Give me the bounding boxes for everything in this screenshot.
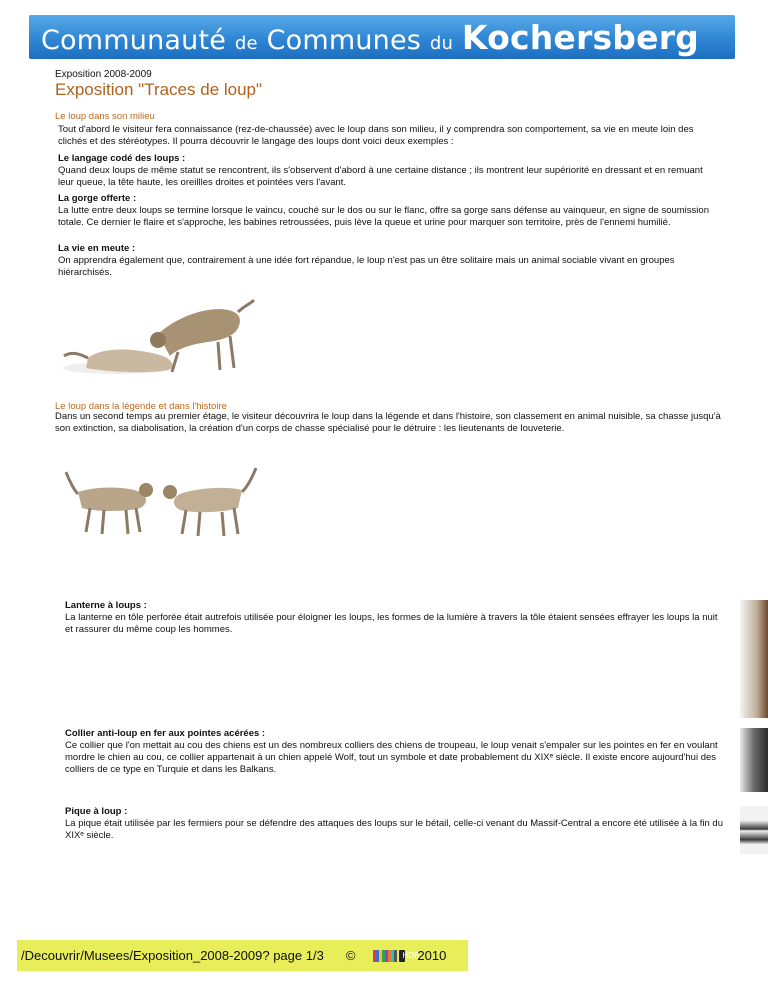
item-text: La lutte entre deux loups se termine lorsque le vaincu, couché sur le dos ou sur le flanc, offre sa gorge sans défense au vainqueur, en signe de soumission totale. Ce dernier le flaire et s'approche, les babines retroussées, puis lève la queue et urine pour marquer son territoire, près de l'ennemi humilié. <box>58 205 709 228</box>
banner-word-2: de <box>234 33 258 54</box>
pike-photo <box>740 806 768 854</box>
item-meute <box>58 243 718 279</box>
section-heading-legende: Le loup dans la légende et dans l'histoire <box>55 401 227 412</box>
banner-word-5: Kochersberg <box>461 18 699 57</box>
banner-title <box>41 18 699 57</box>
item-title: La gorge offerte : <box>58 193 137 204</box>
section-legende-text: Dans un second temps au premier étage, le visiteur découvrira le loup dans la légende et dans l'histoire, son classement en animal nuisible, sa chasse jusqu'à son extinction, sa diabolisation, la création d'un corps de chasse spécialisé pour le détruire : les lieutenants de louveterie. <box>55 411 721 434</box>
copyright-symbol: © <box>345 948 356 963</box>
footer-path: /Decouvrir/Musees/Exposition_2008-2009? page 1/3 <box>21 948 324 963</box>
object-pique <box>65 806 725 842</box>
object-title: Lanterne à loups : <box>65 600 147 611</box>
item-text: Quand deux loups de même statut se rencontrent, ils s'observent d'abord à une certaine distance ; ils montrent leur supériorité en dressant et en remuant leur queue, la tête haute, les oreillles droites et pointées vers l'avant. <box>58 165 703 188</box>
object-lanterne <box>65 600 725 636</box>
wolves-encounter-illustration <box>56 462 266 542</box>
site-banner <box>29 15 735 59</box>
item-langage <box>58 153 718 189</box>
lantern-photo <box>740 600 768 718</box>
object-title: Collier anti-loup en fer aux pointes acérées : <box>65 728 266 739</box>
object-text: Ce collier que l'on mettait au cou des chiens est un des nombreux colliers des chiens de troupeau, le loup venait s'empaler sur les pointes en fer en voulant mordre le chien au cou, ce collier appartenait à un chien appelé Wolf, tout un symbole et date probablement du XIXᵉ siècle. Il existe encore aujourd'hui des colliers de ce type en Turquie et dans les Balkans. <box>65 740 718 775</box>
footer-bar <box>17 940 468 971</box>
section-intro: Tout d'abord le visiteur fera connaissance (rez-de-chaussée) avec le loup dans son milieu, il y comprendra son comportement, sa vie en meute loin des clichés et des stéréotypes. Il pourra découvrir le langage des loups dont voici deux exemples : <box>58 124 694 147</box>
footer-year: 2010 <box>417 948 447 963</box>
section-heading-milieu: Le loup dans son milieu <box>55 111 155 122</box>
wolves-submission-illustration <box>58 296 258 380</box>
object-text: La pique était utilisée par les fermiers pour se défendre des attaques des loups sur le bétail, celle-ci venant du Massif-Central a encore été utilisée à la fin du XIXᵉ siècle. <box>65 818 723 841</box>
item-gorge <box>58 193 718 229</box>
banner-word-4: du <box>429 33 454 54</box>
object-text: La lanterne en tôle perforée était autrefois utilisée pour éloigner les loups, les formes de la lumière à travers la tôle étaient sensées effrayer les loups la nuit et rassurer du même coup les hommes. <box>65 612 718 635</box>
hdb-badge: HDB <box>399 950 405 962</box>
item-title: La vie en meute : <box>58 243 136 254</box>
banner-word-1: Communauté <box>41 25 227 56</box>
item-text: On apprendra également que, contrairement à une idée fort répandue, le loup n'est pas un être solitaire mais un animal sociable vivant en groupes hiérarchisés. <box>58 255 675 278</box>
exhibition-label: Exposition 2008-2009 <box>55 69 152 80</box>
hdb-logo <box>373 950 420 962</box>
collar-photo <box>740 728 768 792</box>
banner-word-3: Communes <box>266 25 422 56</box>
page-title: Exposition "Traces de loup" <box>55 80 263 99</box>
object-title: Pique à loup : <box>65 806 128 817</box>
object-collier <box>65 728 725 776</box>
item-title: Le langage codé des loups : <box>58 153 186 164</box>
